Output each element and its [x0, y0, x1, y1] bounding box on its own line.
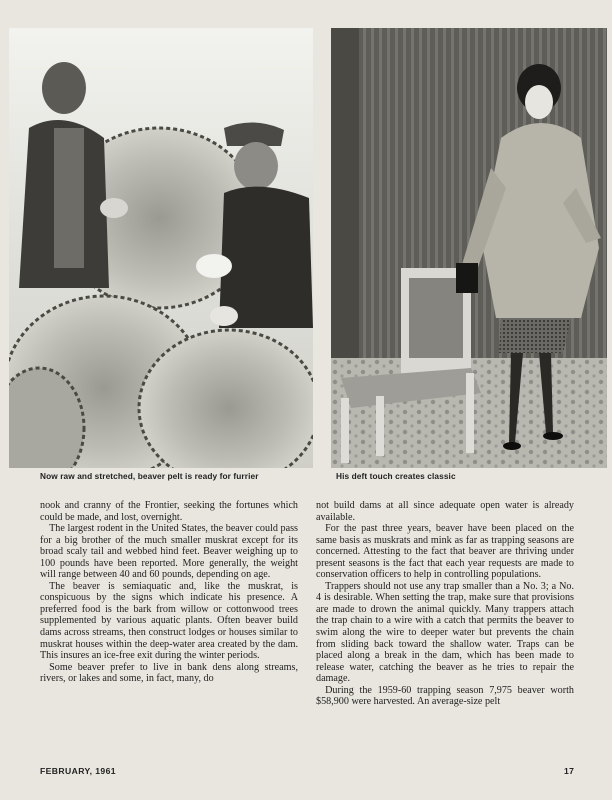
left-text-column [40, 500, 298, 685]
beaver-pelt-image [9, 28, 313, 468]
paragraph: Trappers should not use any trap smaller than a No. 3; a No. 4 is desirable. When setting the trap, make sure that provisions are made to drown the animal quickly. Many trappers attach the trap chain to a wire with a catch that permits the beaver to swim along the wire to deeper water but prevents the chain from sliding back toward the shallow water. Traps can be placed along a break in the dam, which has been made to release water, catching the beaver as he tries to repair the damage. [316, 580, 574, 685]
fur-coat-image [331, 28, 607, 468]
paragraph: The beaver is semiaquatic and, like the muskrat, is conspicuous by the signs which indicate his presence. A preferred food is the bark from willow or cottonwood trees supplemented by various aquatic plants. Often beaver build dams across streams, then construct lodges or houses similar to muskrat houses within the deep-water area created by the dam. This insures an ice-free exit during the winter periods. [40, 580, 298, 662]
paragraph: During the 1959-60 trapping season 7,975 beaver worth $58,900 were harvested. An average-size pelt [316, 684, 574, 708]
paragraph: not build dams at all since adequate open water is already available. [316, 500, 574, 523]
paragraph: For the past three years, beaver have been placed on the same basis as muskrats and mink as far as trapping seasons are concerned. Attesting to the fact that beaver are thriving under present seasons is the fact that each year requests are made to conservation officers to help in controlling populations. [316, 523, 574, 581]
fur-coat-photo [331, 28, 607, 468]
paragraph: Some beaver prefer to live in bank dens along streams, rivers, or lakes and some, in fact, many, do [40, 661, 298, 685]
paragraph: The largest rodent in the United States, the beaver could pass for a big brother of the much smaller muskrat except for its broad scaly tail and webbed hind feet. Beaver weighing up to 100 pounds have been reported. More generally, the weight will range between 40 and 60 pounds, depending on age. [40, 523, 298, 581]
right-text-column [316, 500, 574, 708]
page-number: 17 [564, 766, 575, 776]
right-photo-caption: His deft touch creates classic [336, 471, 456, 481]
paragraph: nook and cranny of the Frontier, seeking the fortunes which could be made, and lost, overnight. [40, 500, 298, 523]
left-photo-caption: Now raw and stretched, beaver pelt is ready for furrier [40, 471, 259, 481]
beaver-pelt-photo [9, 28, 313, 468]
issue-date: FEBRUARY, 1961 [40, 766, 116, 776]
